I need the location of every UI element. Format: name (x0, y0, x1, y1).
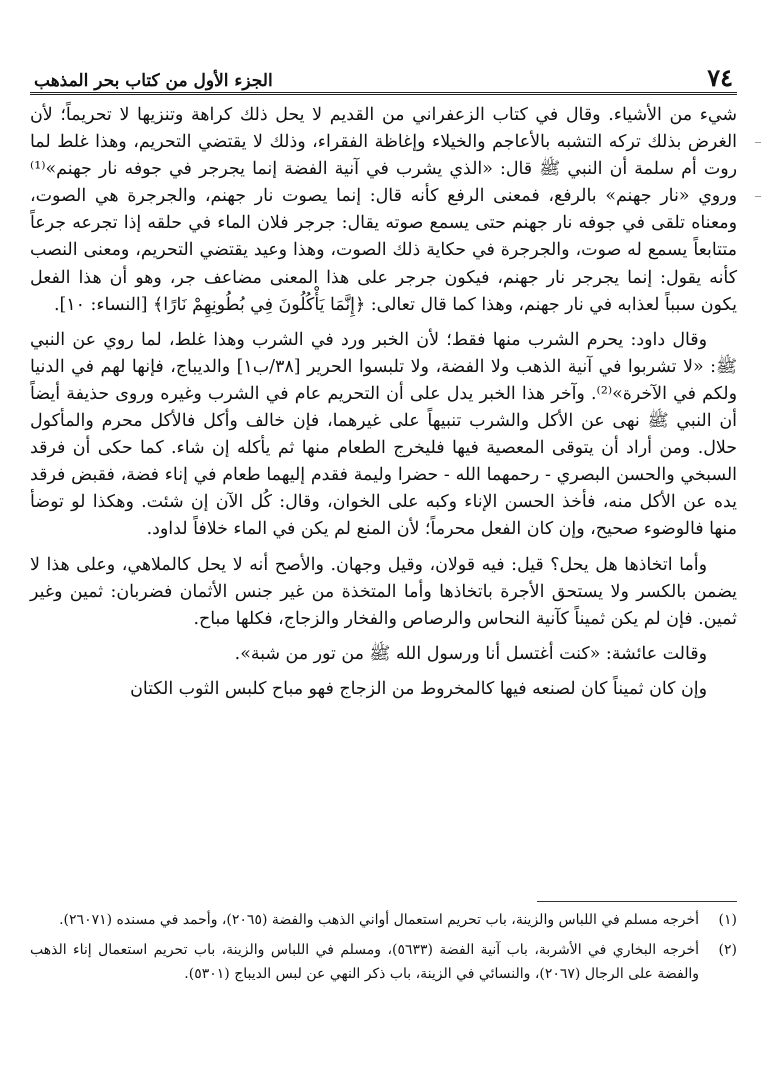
margin-tick (755, 142, 761, 143)
footnote-number: (٢) (718, 942, 737, 958)
margin-tick (755, 196, 761, 197)
footnote-number: (١) (718, 912, 737, 928)
footnote-divider (537, 901, 737, 902)
paragraph-1: شيء من الأشياء. وقال في كتاب الزعفراني من القديم لا يحل ذلك كراهة وتنزيها لا تحريماً؛ لأن الغرض بذلك تركه التشبه بالأعاجم والخيلاء وإغاظة الفقراء، وذلك لا يقتضي التحريم، وهذا غلط لما روت أم سلمة أن النبي ﷺ قال: «الذي يشرب في آنية الفضة إنما يجرجر في جوفه نار جهنم»⁽¹⁾ وروي «نار جهنم» بالرفع، فمعنى الرفع كأنه قال: إنما يصوت نار جهنم، والجرجرة هي الصوت، ومعناه تلقى في جوفه نار جهنم حتى يسمع صوته يقال: جرجر فلان الماء في حلقه إذا تجرعه جرعاً متتابعاً يسمع له صوت، والجرجرة في حكاية ذلك الصوت، وهذا وعيد يقتضي التحريم، ومعنى النصب كأنه يقول: إنما يجرجر نار جهنم، فيكون جرجر على هذا المعنى مضاعف جر، وهو أن هذا الفعل يكون سبباً لعذابه في نار جهنم، وهذا كما قال تعالى: ﴿إِنَّمَا يَأْكُلُونَ فِي بُطُونِهِمْ نَارًا﴾ [النساء: ١٠]. (30, 105, 737, 315)
page-header (30, 58, 737, 90)
running-title: الجزء الأول من كتاب بحر المذهب (34, 71, 273, 91)
page-number: ٧٤ (707, 63, 733, 92)
footnotes (30, 908, 737, 992)
paragraph-3: وأما اتخاذها هل يحل؟ قيل: فيه قولان، وقيل وجهان. والأصح أنه لا يحل كالملاهي، وعلى هذا لا يضمن بالكسر ولا يستحق الأجرة باتخاذها وأما المتخذة من غير جنس الأثمان فضربان: ثمين وغير ثمين. فإن لم يكن ثميناً كآنية النحاس والرصاص والفخار والزجاج، فكلها مباح. (30, 554, 737, 629)
main-text (30, 102, 737, 711)
footnote-text: أخرجه مسلم في اللباس والزينة، باب تحريم استعمال أواني الذهب والفضة (٢٠٦٥)، وأحمد في مسنده (٢٦٠٧١). (59, 912, 699, 928)
header-divider (30, 92, 737, 95)
footnote-1 (30, 908, 737, 932)
footnote-2 (30, 938, 737, 986)
paragraph-2: وقال داود: يحرم الشرب منها فقط؛ لأن الخبر ورد في الشرب وهذا غلط، لما روي عن النبي ﷺ: «لا تشربوا في آنية الذهب ولا الفضة، ولا تلبسوا الحرير [٣٨/ب١] والديباج، فإنها لهم في الدنيا ولكم في الآخرة»⁽²⁾. وآخر هذا الخبر يدل على أن التحريم عام في الشرب وغيره وروى حذيفة أيضاً أن النبي ﷺ نهى عن الأكل والشرب تنبيهاً على غيرهما، فإن خالف وأكل فالأكل محرم والمأكول حلال. ومن أراد أن يتوقى المعصية فيها فليخرج الطعام منها ثم يأكله إن شاء. كما حكى أن فرقد السبخي والحسن البصري - رحمهما الله - حضرا وليمة فقدم إليهما طعام في إناء فضة، فقبض فرقد يده عن الأكل منه، فأخذ الحسن الإناء وكبه على الخوان، وقال: كُل الآن إن شئت. وهكذا لو توضأ منها فالوضوء صحيح، وإن كان الفعل محرماً؛ لأن المنع لم يكن في الماء خلافاً لداود. (30, 329, 737, 540)
paragraph-5: وإن كان ثميناً كان لصنعه فيها كالمخروط من الزجاج فهو مباح كلبس الثوب الكتان (130, 678, 707, 699)
paragraph-4: وقالت عائشة: «كنت أغتسل أنا ورسول الله ﷺ من تور من شبة». (234, 643, 707, 664)
footnote-text: أخرجه البخاري في الأشربة، باب آنية الفضة (٥٦٣٣)، ومسلم في اللباس والزينة، باب تحريم استعمال إناء الذهب والفضة على الرجال (٢٠٦٧)، والنسائي في الزينة، باب ذكر النهي عن لبس الديباج (٥٣٠١). (30, 942, 699, 982)
